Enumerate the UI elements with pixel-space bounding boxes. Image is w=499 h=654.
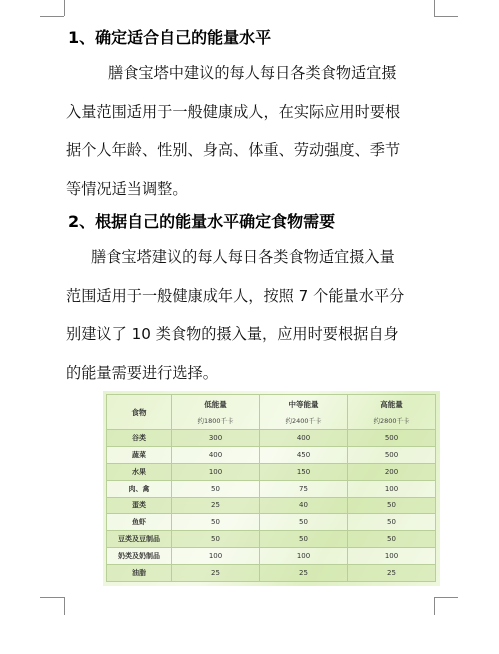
value-cell: 25 (348, 565, 436, 582)
value-cell: 50 (348, 514, 436, 531)
section2-heading: 2、根据自己的能量水平确定食物需要 (68, 212, 336, 231)
section2-paragraph (66, 238, 446, 392)
paragraph-line: 别建议了 10 类食物的摄入量，应用时要根据自身 (66, 325, 399, 343)
paragraph-line: 膳食宝塔建议的每人每日各类食物适宜摄入量 (91, 248, 395, 266)
paragraph-line: 膳食宝塔中建议的每人每日各类食物适宜摄 (108, 64, 397, 82)
value-cell: 50 (172, 480, 260, 497)
table-row (107, 463, 436, 480)
crop-mark-bottom-left-v (64, 597, 65, 615)
value-cell: 400 (260, 430, 348, 447)
level-name: 中等能量 (288, 400, 319, 409)
food-intake-table-image (103, 391, 440, 586)
value-cell: 25 (172, 565, 260, 582)
value-cell: 40 (260, 497, 348, 514)
value-cell: 300 (172, 430, 260, 447)
paragraph-line: 的能量需要进行选择。 (66, 363, 218, 382)
level-kcal: 约1800千卡 (197, 417, 234, 425)
food-name-cell: 豆类及豆制品 (107, 531, 172, 548)
crop-mark-top-right-h (434, 16, 458, 17)
table-header-row (107, 395, 436, 430)
value-cell: 100 (172, 463, 260, 480)
value-cell: 200 (348, 463, 436, 480)
crop-mark-top-left-h (40, 16, 64, 17)
crop-mark-bottom-right-v (434, 597, 435, 615)
level-column-header (172, 395, 260, 430)
food-intake-table (106, 394, 436, 582)
crop-mark-top-right-v (434, 0, 435, 16)
value-cell: 500 (348, 430, 436, 447)
crop-mark-top-left-v (64, 0, 65, 16)
value-cell: 50 (172, 531, 260, 548)
level-name: 高能量 (380, 400, 403, 409)
food-name-cell: 蛋类 (107, 497, 172, 514)
table-row (107, 430, 436, 447)
crop-mark-bottom-right-h (434, 597, 458, 598)
food-name-cell: 谷类 (107, 430, 172, 447)
table-row (107, 531, 436, 548)
table-row (107, 548, 436, 565)
level-kcal: 约2800千卡 (373, 417, 410, 425)
crop-mark-bottom-left-h (40, 597, 64, 598)
food-name-cell: 鱼虾 (107, 514, 172, 531)
food-column-header: 食物 (107, 395, 172, 430)
value-cell: 100 (260, 548, 348, 565)
value-cell: 50 (260, 531, 348, 548)
value-cell: 25 (172, 497, 260, 514)
value-cell: 400 (172, 446, 260, 463)
table-row (107, 480, 436, 497)
value-cell: 100 (172, 548, 260, 565)
value-cell: 50 (172, 514, 260, 531)
level-name: 低能量 (204, 400, 227, 409)
level-column-header (348, 395, 436, 430)
value-cell: 50 (348, 497, 436, 514)
value-cell: 100 (348, 480, 436, 497)
paragraph-line: 范围适用于一般健康成年人，按照 7 个能量水平分 (66, 286, 405, 305)
table-row (107, 497, 436, 514)
paragraph-line: 入量范围适用于一般健康成人，在实际应用时要根 (66, 102, 401, 121)
value-cell: 150 (260, 463, 348, 480)
value-cell: 75 (260, 480, 348, 497)
table-row (107, 565, 436, 582)
value-cell: 50 (260, 514, 348, 531)
paragraph-line: 据个人年龄、性别、身高、体重、劳动强度、季节 (66, 141, 401, 159)
food-name-cell: 油脂 (107, 565, 172, 582)
section1-heading: 1、确定适合自己的能量水平 (68, 28, 272, 47)
value-cell: 50 (348, 531, 436, 548)
value-cell: 100 (348, 548, 436, 565)
food-name-cell: 蔬菜 (107, 446, 172, 463)
food-name-cell: 奶类及奶制品 (107, 548, 172, 565)
paragraph-line: 等情况适当调整。 (66, 179, 188, 198)
level-kcal: 约2400千卡 (285, 417, 322, 425)
value-cell: 25 (260, 565, 348, 582)
food-name-cell: 水果 (107, 463, 172, 480)
food-name-cell: 肉、禽 (107, 480, 172, 497)
section1-paragraph (66, 54, 446, 208)
level-column-header (260, 395, 348, 430)
table-row (107, 446, 436, 463)
value-cell: 450 (260, 446, 348, 463)
value-cell: 500 (348, 446, 436, 463)
table-row (107, 514, 436, 531)
